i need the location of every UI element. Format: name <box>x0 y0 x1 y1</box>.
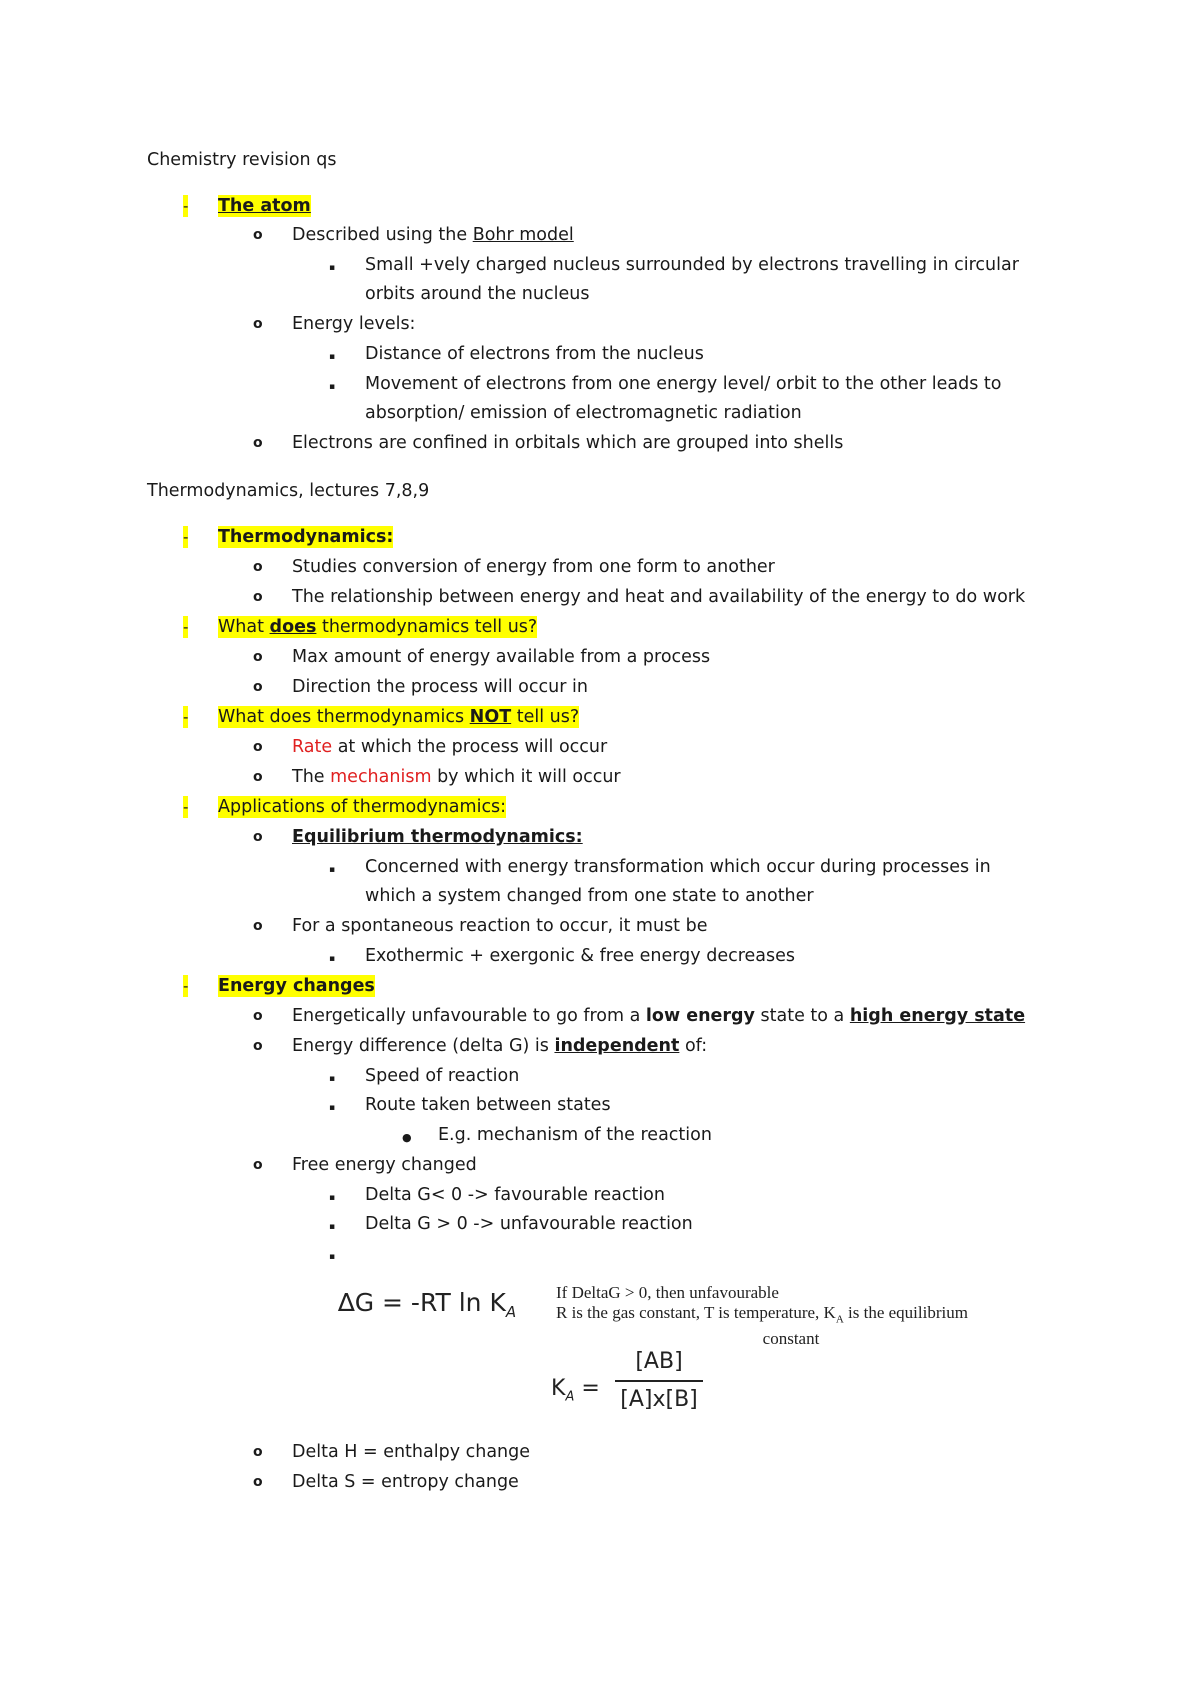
item-text: state to a <box>754 1006 850 1026</box>
square-bullet: ▪ <box>329 263 336 273</box>
heading-text: Thermodynamics: <box>218 527 394 547</box>
item-text: Distance of electrons from the nucleus <box>365 344 704 364</box>
dash-bullet: - <box>183 798 189 816</box>
square-bullet: ▪ <box>329 352 336 362</box>
heading-text: Applications of thermodynamics: <box>218 797 507 817</box>
item-text: The relationship between energy and heat and availability of the energy to do work <box>292 587 1026 607</box>
not-text: NOT <box>469 707 512 727</box>
square-bullet: ▪ <box>329 382 336 392</box>
heading-text: thermodynamics tell us? <box>316 617 538 637</box>
square-bullet: ▪ <box>329 1222 336 1232</box>
circle-bullet: o <box>253 1474 263 1490</box>
ka-subscript: A <box>565 1389 575 1405</box>
item-text: Free energy changed <box>292 1155 477 1175</box>
document-title: Chemistry revision qs <box>147 150 337 170</box>
fraction <box>615 1346 703 1416</box>
denominator: [A]x[B] <box>620 1387 698 1412</box>
heading-text: What <box>218 617 270 637</box>
circle-bullet: o <box>253 316 263 332</box>
item-text: Energy levels: <box>292 314 416 334</box>
item-text: Energetically unfavourable to go from a <box>292 1006 646 1026</box>
circle-bullet: o <box>253 739 263 755</box>
square-bullet: ▪ <box>329 1252 336 1262</box>
circle-bullet: o <box>253 435 263 451</box>
numerator: [AB] <box>635 1349 683 1374</box>
item-text: Delta G > 0 -> unfavourable reaction <box>365 1214 693 1234</box>
note-subscript: A <box>835 1313 844 1326</box>
gibbs-equation <box>338 1288 516 1321</box>
note-line: If DeltaG > 0, then unfavourable <box>556 1283 779 1302</box>
square-bullet: ▪ <box>329 1193 336 1203</box>
independent-text: independent <box>554 1036 680 1056</box>
item-text: orbits around the nucleus <box>365 284 590 304</box>
circle-bullet: o <box>253 769 263 785</box>
item-text: Movement of electrons from one energy level/ orbit to the other leads to <box>365 374 1002 394</box>
heading-text: The atom <box>218 196 311 216</box>
item-text: Small +vely charged nucleus surrounded by electrons travelling in circular <box>365 255 1019 275</box>
item-text: absorption/ emission of electromagnetic radiation <box>365 403 802 423</box>
dash-bullet: - <box>183 618 189 636</box>
circle-bullet: o <box>253 559 263 575</box>
mechanism-text: mechanism <box>330 767 432 787</box>
item-text: Described using the <box>292 225 473 245</box>
item-text: which a system changed from one state to another <box>365 886 814 906</box>
dot-bullet: ● <box>402 1131 412 1144</box>
high-energy-text: high energy state <box>849 1006 1026 1026</box>
circle-bullet: o <box>253 1008 263 1024</box>
does-text: does <box>269 617 317 637</box>
circle-bullet: o <box>253 1444 263 1460</box>
item-text: Energy difference (delta G) is <box>292 1036 555 1056</box>
dash-bullet: - <box>183 708 189 726</box>
heading-text: What does thermodynamics <box>218 707 470 727</box>
item-text: Route taken between states <box>365 1095 611 1115</box>
item-text: For a spontaneous reaction to occur, it must be <box>292 916 708 936</box>
circle-bullet: o <box>253 1038 263 1054</box>
dash-bullet: - <box>183 197 189 215</box>
equals-sign: = <box>574 1376 600 1401</box>
item-text: The <box>292 767 331 787</box>
circle-bullet: o <box>253 679 263 695</box>
circle-bullet: o <box>253 1157 263 1173</box>
note-line: is the equilibrium <box>843 1303 968 1322</box>
item-text: Delta S = entropy change <box>292 1472 519 1492</box>
ka-symbol: K <box>551 1376 566 1401</box>
circle-bullet: o <box>253 227 263 243</box>
formula-note <box>556 1283 1026 1349</box>
item-text: E.g. mechanism of the reaction <box>438 1125 712 1145</box>
item-text: Max amount of energy available from a process <box>292 647 711 667</box>
fraction-bar <box>615 1380 703 1382</box>
circle-bullet: o <box>253 589 263 605</box>
note-line: R is the gas constant, T is temperature, K <box>556 1303 836 1322</box>
square-bullet: ▪ <box>329 1074 336 1084</box>
heading-text: Energy changes <box>218 976 375 996</box>
item-text: at which the process will occur <box>332 737 608 757</box>
item-text: Concerned with energy transformation which occur during processes in <box>365 857 991 877</box>
item-text: Equilibrium thermodynamics: <box>292 827 583 847</box>
item-text: Electrons are confined in orbitals which are grouped into shells <box>292 433 844 453</box>
rate-text: Rate <box>292 737 333 757</box>
note-line: constant <box>762 1329 820 1349</box>
circle-bullet: o <box>253 918 263 934</box>
bohr-model-text: Bohr model <box>472 225 574 245</box>
item-text: by which it will occur <box>431 767 621 787</box>
circle-bullet: o <box>253 649 263 665</box>
item-text: Delta G< 0 -> favourable reaction <box>365 1185 665 1205</box>
square-bullet: ▪ <box>329 865 336 875</box>
equation-text: ∆G = -RT ln K <box>338 1288 506 1317</box>
item-text: Exothermic + exergonic & free energy decreases <box>365 946 796 966</box>
thermodynamics-title: Thermodynamics, lectures 7,8,9 <box>147 481 430 501</box>
dash-bullet: - <box>183 977 189 995</box>
heading-text: tell us? <box>511 707 580 727</box>
item-text: Direction the process will occur in <box>292 677 588 697</box>
equation-subscript: A <box>505 1303 517 1321</box>
circle-bullet: o <box>253 829 263 845</box>
item-text: Delta H = enthalpy change <box>292 1442 531 1462</box>
dash-bullet: - <box>183 528 189 546</box>
low-energy-text: low energy <box>645 1006 755 1026</box>
item-text: Speed of reaction <box>365 1066 520 1086</box>
square-bullet: ▪ <box>329 1103 336 1113</box>
item-text: Studies conversion of energy from one form to another <box>292 557 775 577</box>
square-bullet: ▪ <box>329 954 336 964</box>
item-text: of: <box>679 1036 708 1056</box>
